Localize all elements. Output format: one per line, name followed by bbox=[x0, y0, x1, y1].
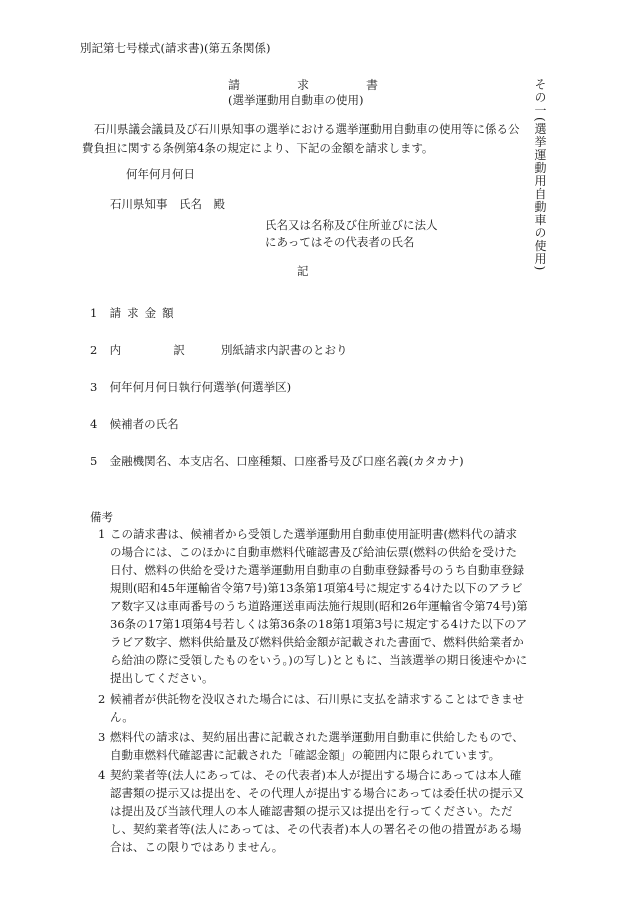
item-label-part: 内 bbox=[109, 343, 122, 357]
item-election bbox=[90, 379, 291, 395]
vertical-form-label: その一(選挙運動用自動車の使用) bbox=[533, 78, 547, 272]
item-number: 2 bbox=[90, 343, 98, 357]
item-candidate-name bbox=[90, 416, 179, 432]
item-number: 3 bbox=[90, 380, 98, 394]
note-number: 1 bbox=[98, 527, 106, 541]
item-value: 別紙請求内訳書のとおり bbox=[220, 343, 348, 357]
note-number: 2 bbox=[98, 692, 106, 706]
item-label: 候補者の氏名 bbox=[109, 417, 179, 431]
item-number: 5 bbox=[90, 454, 98, 468]
form-label: 別記第七号様式(請求書)(第五条関係) bbox=[80, 41, 271, 55]
item-number: 1 bbox=[90, 306, 98, 320]
item-label: 金融機関名、本支店名、口座種類、口座番号及び口座名義(カタカナ) bbox=[109, 454, 464, 468]
document-subtitle: (選挙運動用自動車の使用) bbox=[228, 93, 364, 107]
note-number: 3 bbox=[98, 730, 106, 744]
item-label: 何年何月何日執行何選挙(何選挙区) bbox=[109, 380, 292, 394]
note-item bbox=[98, 525, 528, 687]
note-item bbox=[98, 766, 528, 856]
item-label: 請求金額 bbox=[109, 306, 180, 320]
note-text: 契約業者等(法人にあっては、その代表者)本人が提出する場合にあっては本人確認書類の提示又は提出を、その代理人が提出する場合にあっては委任状の提示又は提出及び当該代理人の本人確認書類の提示又は提出を行ってください。ただし、契約業者等(法人にあっては、その代表者)本人の署名その他の措置がある場合は、この限りではありません。 bbox=[110, 768, 524, 854]
note-number: 4 bbox=[98, 768, 106, 782]
ki-heading: 記 bbox=[297, 264, 309, 278]
date-line: 何年何月何日 bbox=[126, 167, 195, 181]
claimant-line: にあってはその代表者の氏名 bbox=[265, 235, 415, 249]
item-breakdown bbox=[90, 342, 347, 358]
note-text: この請求書は、候補者から受領した選挙運動用自動車使用証明書(燃料代の請求の場合には、このほかに自動車燃料代確認書及び給油伝票(燃料の供給を受けた日付、燃料の供給を受けた選挙運動用自動車の自動車登録番号のうち自動車登録規則(昭和45年運輸省令第7号)第13条第1項第4号に規定する4けた以下のアラビア数字又は車両番号のうち道路運送車両法施行規則(昭和26年運輸省令第74号)第36条の17第1項第4号若しくは第36条の18第1項第3号に規定する4けた以下のアラビア数字、燃料供給量及び燃料供給金額が記載された書面で、燃料供給業者から給油の際に受領したものをいう。)の写し)とともに、当該選挙の期日後速やかに提出してください。 bbox=[110, 527, 528, 685]
title-char: 求 bbox=[296, 78, 309, 92]
document-title bbox=[228, 76, 378, 93]
claimant-line: 氏名又は名称及び住所並びに法人 bbox=[265, 218, 438, 232]
note-text: 候補者が供託物を没収された場合には、石川県に支払を請求することはできません。 bbox=[110, 692, 524, 724]
notes-heading: 備考 bbox=[90, 510, 113, 524]
title-char: 請 bbox=[228, 78, 241, 92]
addressee-line: 石川県知事 氏名 殿 bbox=[110, 197, 225, 211]
item-label-part: 訳 bbox=[173, 343, 185, 357]
item-number: 4 bbox=[90, 417, 98, 431]
note-item bbox=[98, 690, 528, 726]
item-bank-account bbox=[90, 453, 464, 469]
intro-paragraph: 石川県議会議員及び石川県知事の選挙における選挙運動用自動車の使用等に係る公費負担に関する条例第4条の規定により、下記の金額を請求します。 bbox=[82, 122, 520, 155]
note-item bbox=[98, 728, 528, 764]
note-text: 燃料代の請求は、契約届出書に記載された選挙運動用自動車に供給したもので、自動車燃料代確認書に記載された「確認金額」の範囲内に限られています。 bbox=[110, 730, 524, 762]
item-claim-amount bbox=[90, 305, 180, 321]
title-char: 書 bbox=[365, 78, 378, 92]
